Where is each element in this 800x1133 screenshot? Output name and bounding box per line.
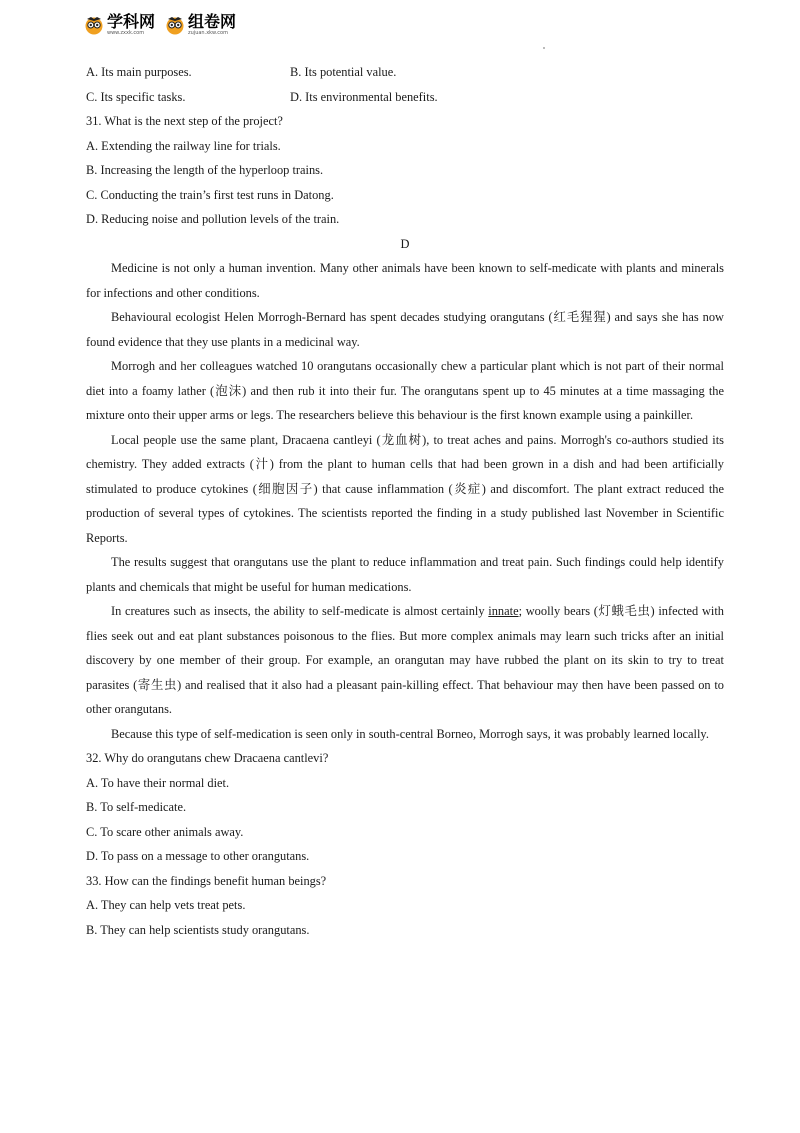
- page-header: [84, 12, 236, 38]
- section-heading: D: [400, 236, 410, 251]
- passage-paragraph-5: The results suggest that orangutans use the plant to reduce inflammation and treat pain. Such findings could help identify plants and chemicals that might be useful for human medications.: [86, 555, 724, 594]
- document-body: [86, 60, 724, 942]
- q32-option-d: D. To pass on a message to other orangutans.: [86, 849, 310, 863]
- owl-logo-icon: [165, 15, 185, 35]
- passage-paragraph-3: Morrogh and her colleagues watched 10 orangutans occasionally chew a particular plant which is not part of their normal diet into a foamy lather (泡沫) and then rub it into their fur. The orangutans spent up to 45 minutes at a time massaging the mixture onto their upper arms or legs. The researchers believe this behaviour is the first known example using a painkiller.: [86, 359, 724, 422]
- owl-logo-icon: [84, 15, 104, 35]
- logo2-sub: zujuan.xkw.com: [188, 30, 228, 36]
- q30-option-c: C. Its specific tasks.: [86, 89, 186, 104]
- q30-options-row1: [86, 60, 724, 85]
- passage-paragraph-2: Behavioural ecologist Helen Morrogh-Bernard has spent decades studying orangutans (红毛猩猩) and says she has now found evidence that they use plants in a medicinal way.: [86, 310, 724, 349]
- passage-paragraph-1: Medicine is not only a human invention. Many other animals have been known to self-medicate with plants and minerals for infections and other conditions.: [86, 261, 724, 300]
- passage-paragraph-7: Because this type of self-medication is seen only in south-central Borneo, Morrogh says, it was probably learned locally.: [111, 726, 709, 741]
- q33-option-b: B. They can help scientists study orangutans.: [86, 922, 310, 937]
- underlined-word: innate: [488, 604, 519, 618]
- q31-option-c: C. Conducting the train’s first test runs in Datong.: [86, 187, 334, 202]
- q33-option-a: A. They can help vets treat pets.: [86, 898, 246, 912]
- passage-paragraph-4: Local people use the same plant, Dracaena cantleyi (龙血树), to treat aches and pains. Morrogh's co-authors studied its chemistry. They added extracts (汁) from the plant to human cells that had been grown in a dish and had been artificially stimulated to produce cytokines (细胞因子) that cause inflammation (炎症) and discomfort. The plant extract reduced the production of several types of cytokines. The scientists reported the finding in a study published last November in Scientific Reports.: [86, 432, 724, 545]
- q31-stem: 31. What is the next step of the project?: [86, 114, 283, 128]
- q30-option-a: A. Its main purposes.: [86, 65, 192, 79]
- logo1-sub: www.zxxk.com: [107, 30, 145, 36]
- q31-option-b: B. Increasing the length of the hyperloop trains.: [86, 163, 324, 177]
- xuekewang-logo: [84, 14, 155, 36]
- scan-speck: [543, 47, 545, 49]
- logo1-text: 学科网: [107, 12, 156, 31]
- q30-options-row2: [86, 85, 724, 110]
- q31-option-d: D. Reducing noise and pollution levels of the train.: [86, 212, 340, 226]
- q32-stem: 32. Why do orangutans chew Dracaena cantlevi?: [86, 751, 329, 765]
- p6-text-before: In creatures such as insects, the ability to self-medicate is almost certainly: [111, 604, 489, 618]
- zujuanwang-logo: [165, 14, 236, 36]
- q33-stem: 33. How can the findings benefit human beings?: [86, 873, 327, 888]
- q30-option-b: B. Its potential value.: [290, 65, 397, 79]
- passage-paragraph-6: [86, 599, 724, 722]
- logo2-text: 组卷网: [188, 12, 237, 31]
- p6-text-after: ; woolly bears (灯蛾毛虫) infected with flies seek out and eat plant substances poisonous to the flies. But more complex animals may learn such tricks after an initial discovery by one member of their group. For example, an orangutan may have rubbed the plant on its skin to try to treat parasites (寄生虫) and realised that it also had a pleasant pain-killing effect. That behaviour may then have been passed on to other orangutans.: [86, 604, 724, 716]
- q32-option-a: A. To have their normal diet.: [86, 775, 230, 790]
- q30-option-d: D. Its environmental benefits.: [290, 89, 438, 104]
- q32-option-c: C. To scare other animals away.: [86, 824, 244, 839]
- q32-option-b: B. To self-medicate.: [86, 800, 187, 814]
- q31-option-a: A. Extending the railway line for trials.: [86, 138, 281, 153]
